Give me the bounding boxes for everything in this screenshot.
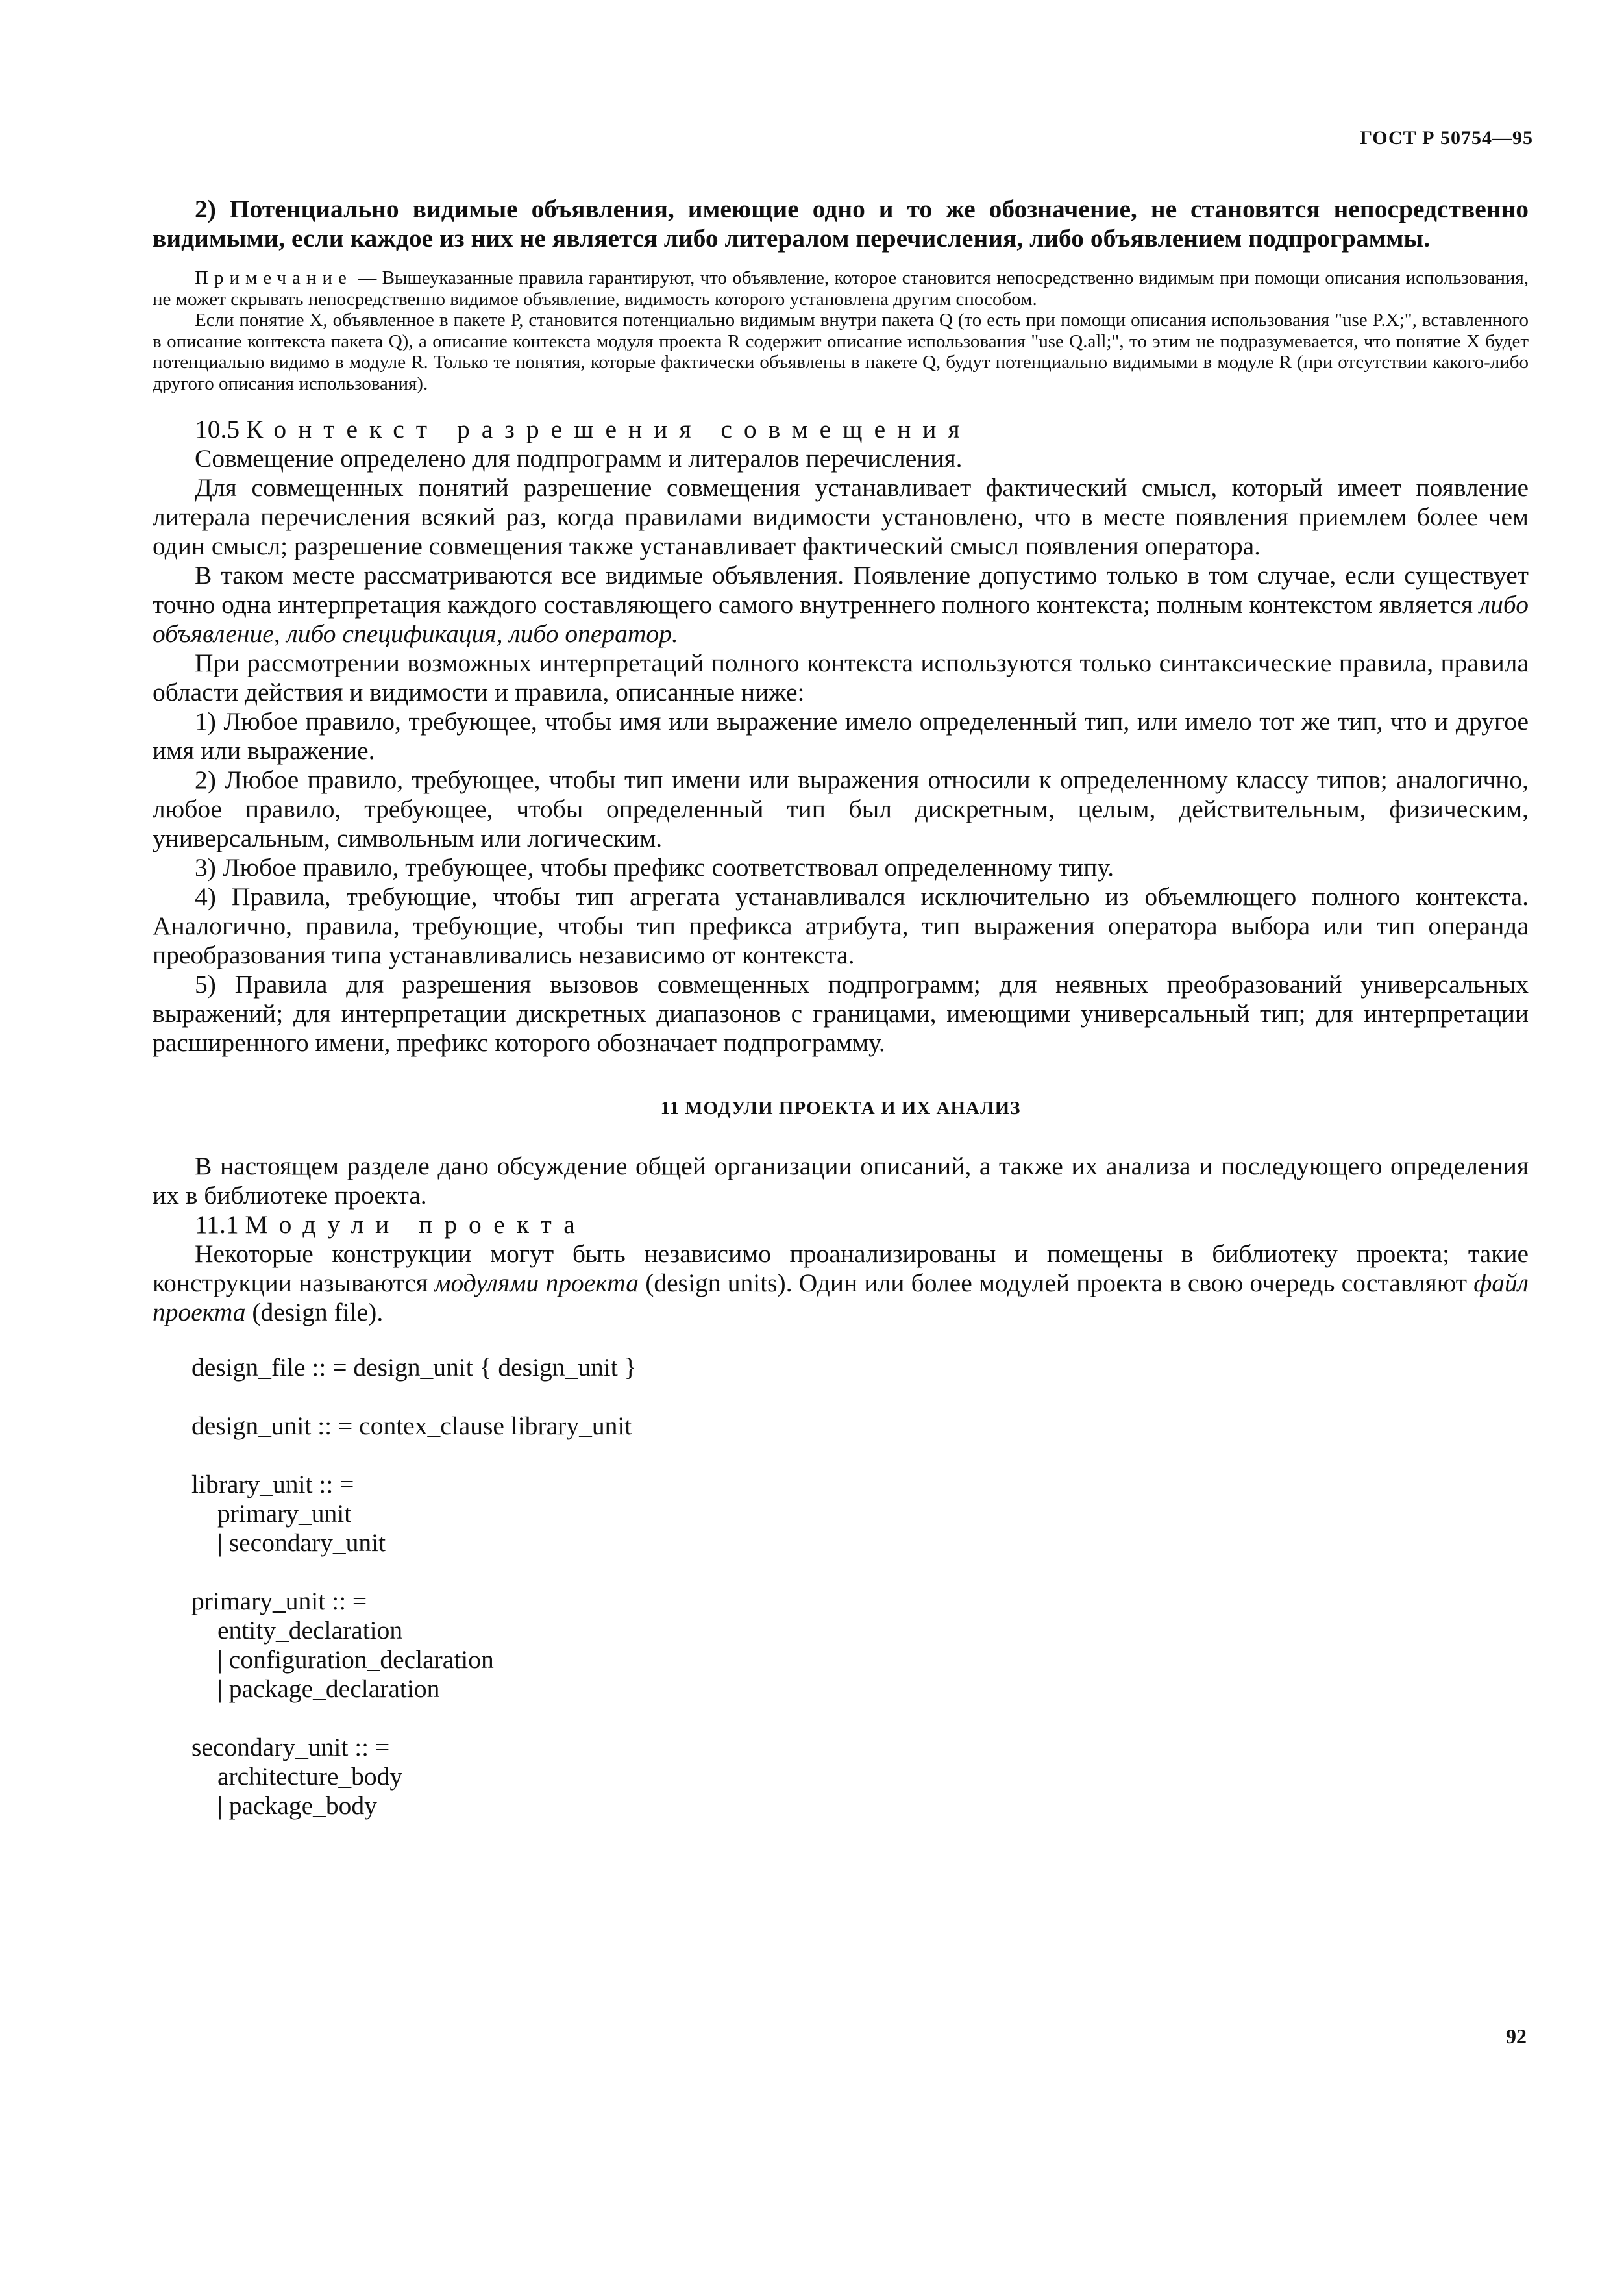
document-header: ГОСТ Р 50754—95	[1359, 127, 1533, 149]
rule-5: 5) Правила для разрешения вызовов совмещенных подпрограмм; для неявных преобразований универсальных выражений; для интерпретации дискретных диапазонов с границами, имеющими универсальный тип; для интерпретации расширенного имени, префикс которого обозначает подпрограмму.	[153, 970, 1529, 1057]
grammar-block	[191, 1353, 1529, 1820]
grammar-line: entity_declaration	[217, 1616, 403, 1645]
p1-text-b: (design units). Один или более модулей проекта в свою очередь составляют	[638, 1269, 1474, 1297]
section-10-5-p2: Для совмещенных понятий разрешение совмещения устанавливает фактический смысл, который имеет появление литерала перечисления всякий раз, когда правилами видимости установлено, что в месте появления приемлем более чем один смысл; разрешение совмещения также устанавливает фактический смысл появления оператора.	[153, 473, 1529, 560]
subsection-title: Модули проекта	[245, 1210, 587, 1239]
paragraph-visibility-rule-2: 2) Потенциально видимые объявления, имеющие одно и то же обозначение, не становятся непосредственно видимыми, если каждое из них не является либо литералом перечисления, либо объявлением подпрограммы.	[153, 195, 1529, 253]
grammar-line: | package_declaration	[217, 1674, 440, 1703]
section-11-title: 11 МОДУЛИ ПРОЕКТА И ИХ АНАЛИЗ	[660, 1098, 1021, 1119]
grammar-line: | secondary_unit	[217, 1528, 386, 1557]
p1-text-a: Некоторые конструкции могут быть независимо проанализированы и помещены в библиотеку проекта; такие конструкции называются	[153, 1239, 1529, 1297]
p1-text-c: (design file).	[245, 1298, 384, 1326]
note-paragraph-2: Если понятие X, объявленное в пакете Р, становится потенциально видимым внутри пакета Q (то есть при помощи описания использования "use P.X;", вставленного в описание контекста пакета Q), а описание контекста модуля проекта R содержит описание использования "use Q.all;", то этим не подразумевается, что понятие X будет потенциально видимо в модуле R. Только те понятия, которые фактически объявлены в пакете Q, будут потенциально видимыми в модуле R (при отсутствии какого-либо другого описания использования).	[153, 310, 1529, 394]
section-11-1-p1	[153, 1239, 1529, 1327]
section-title: Контекст разрешения совмещения	[246, 415, 972, 443]
rule-1: 1) Любое правило, требующее, чтобы имя или выражение имело определенный тип, или имело тот же тип, что и другое имя или выражение.	[153, 707, 1529, 765]
section-10-5-heading	[153, 415, 1529, 444]
subsection-number: 11.1	[195, 1210, 239, 1239]
section-11-p1: В настоящем разделе дано обсуждение общей организации описаний, а также их анализа и последующего определения их в библиотеке проекта.	[153, 1152, 1529, 1210]
grammar-design-unit: design_unit :: = contex_clause library_unit	[191, 1411, 632, 1440]
note-label: Примечание	[195, 267, 352, 288]
grammar-design-file: design_file :: = design_unit { design_unit }	[191, 1353, 637, 1382]
section-10-5-p4: При рассмотрении возможных интерпретаций полного контекста используются только синтаксические правила, правила области действия и видимости и правила, описанные ниже:	[153, 649, 1529, 706]
note-paragraph-1	[153, 267, 1529, 310]
term-design-units: модулями проекта	[434, 1269, 639, 1297]
grammar-line: primary_unit	[217, 1499, 352, 1528]
rule-3: 3) Любое правило, требующее, чтобы префикс соответствовал определенному типу.	[195, 853, 1114, 882]
page-content	[153, 195, 1529, 1820]
grammar-line: | configuration_declaration	[217, 1645, 494, 1674]
p3-italic: либо объявление, либо спецификация, либо оператор.	[153, 590, 1529, 648]
grammar-line: architecture_body	[217, 1762, 403, 1791]
grammar-library-unit: library_unit :: =	[191, 1470, 354, 1498]
section-11-1-heading	[153, 1210, 1529, 1239]
section-number: 10.5	[195, 415, 240, 443]
section-10-5-p1: Совмещение определено для подпрограмм и литералов перечисления.	[195, 444, 963, 473]
note-block	[153, 267, 1529, 394]
section-10-5-p3	[153, 561, 1529, 649]
p3-text: В таком месте рассматриваются все видимые объявления. Появление допустимо только в том случае, если существует точно одна интерпретация каждого составляющего самого внутреннего полного контекста; полным контекстом является	[153, 561, 1529, 619]
grammar-line: | package_body	[217, 1791, 377, 1820]
rule-2: 2) Любое правило, требующее, чтобы тип имени или выражения относили к определенному классу типов; аналогично, любое правило, требующее, чтобы определенный тип был дискретным, целым, действительным, физическим, универсальным, символьным или логическим.	[153, 765, 1529, 852]
page-number: 92	[1506, 2024, 1527, 2048]
term-design-file: файл проекта	[153, 1269, 1529, 1326]
note-text-1: — Вышеуказанные правила гарантируют, что объявление, которое становится непосредственно видимым при помощи описания использования, не может скрывать непосредственно видимое объявление, видимость которого установлена другим способом.	[153, 267, 1529, 310]
rule-4: 4) Правила, требующие, чтобы тип агрегата устанавливался исключительно из объемлющего полного контекста. Аналогично, правила, требующие, чтобы тип префикса атрибута, тип выражения оператора выбора или тип операнда преобразования типа устанавливались независимо от контекста.	[153, 882, 1529, 969]
grammar-secondary-unit: secondary_unit :: =	[191, 1733, 390, 1761]
grammar-primary-unit: primary_unit :: =	[191, 1587, 367, 1615]
